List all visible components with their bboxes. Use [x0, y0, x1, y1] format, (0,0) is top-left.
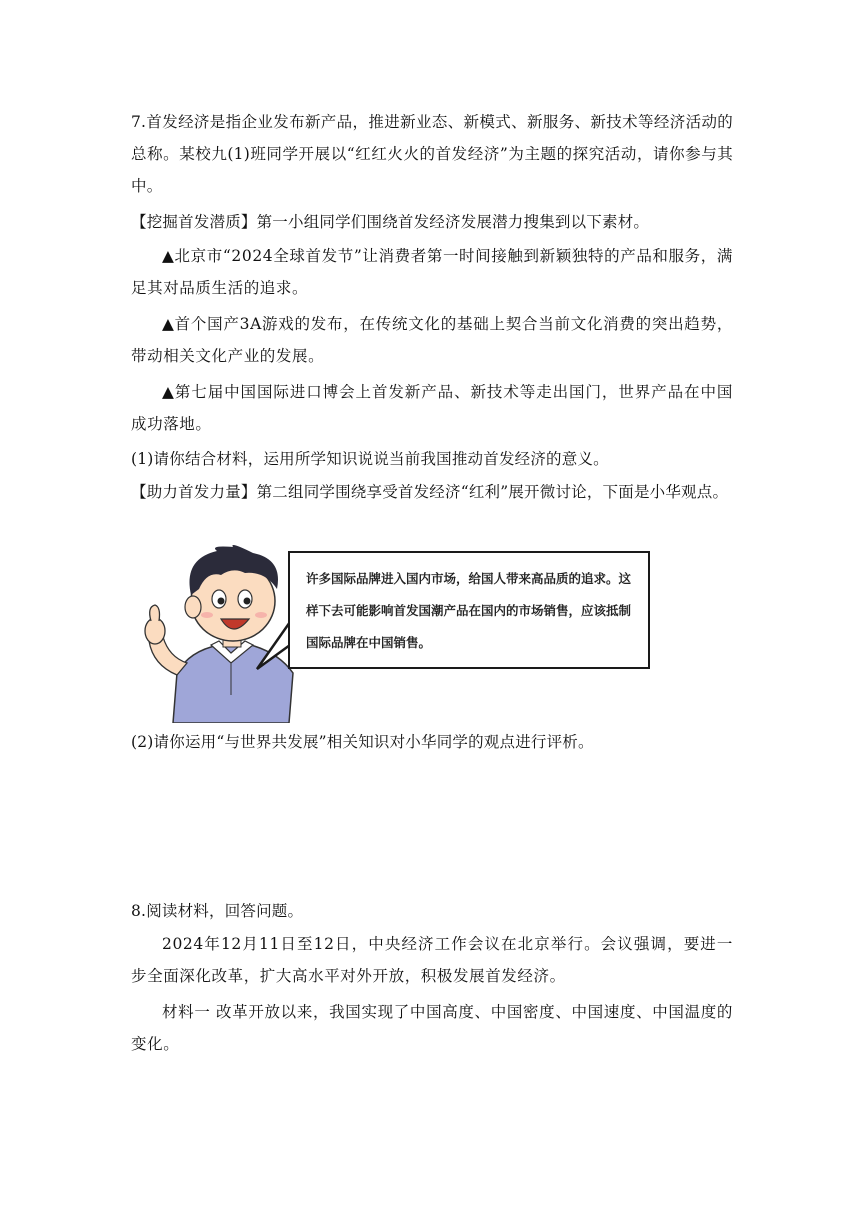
section-heading-potential: 【挖掘首发潜质】第一小组同学们围绕首发经济发展潜力搜集到以下素材。	[131, 213, 650, 231]
question-8-heading: 8.阅读材料，回答问题。	[131, 902, 304, 920]
sub-question-2: (2)请你运用“与世界共发展”相关知识对小华同学的观点进行评析。	[131, 733, 594, 751]
sub-question-1: (1)请你结合材料，运用所学知识说说当前我国推动首发经济的意义。	[131, 450, 609, 468]
question-8-material-1: 材料一 改革开放以来，我国实现了中国高度、中国密度、中国速度、中国温度的变化。	[131, 1003, 733, 1053]
question-7-intro: 7.首发经济是指企业发布新产品，推进新业态、新模式、新服务、新技术等经济活动的总称。某校九(1)班同学开展以“红红火火的首发经济”为主题的探究活动，请你参与其中。	[131, 113, 733, 195]
material-item-3: ▲第七届中国国际进口博会上首发新产品、新技术等走出国门，世界产品在中国成功落地。	[131, 383, 733, 433]
section-heading-power: 【助力首发力量】第二组同学围绕享受首发经济“红利”展开微讨论，下面是小华观点。	[131, 483, 729, 501]
material-item-2: ▲首个国产3A游戏的发布，在传统文化的基础上契合当前文化消费的突出趋势，带动相关文化产业的发展。	[131, 315, 733, 365]
question-8-paragraph: 2024年12月11日至12日，中央经济工作会议在北京举行。会议强调，要进一步全面深化改革，扩大高水平对外开放，积极发展首发经济。	[131, 935, 733, 985]
hand-shape	[145, 618, 165, 644]
speech-bubble-text: 许多国际品牌进入国内市场，给国人带来高品质的追求。这样下去可能影响首发国潮产品在国内的市场销售，应该抵制国际品牌在中国销售。	[306, 571, 632, 650]
material-item-1: ▲北京市“2024全球首发节”让消费者第一时间接触到新颖独特的产品和服务，满足其对品质生活的追求。	[131, 247, 733, 297]
speech-bubble	[288, 551, 650, 669]
